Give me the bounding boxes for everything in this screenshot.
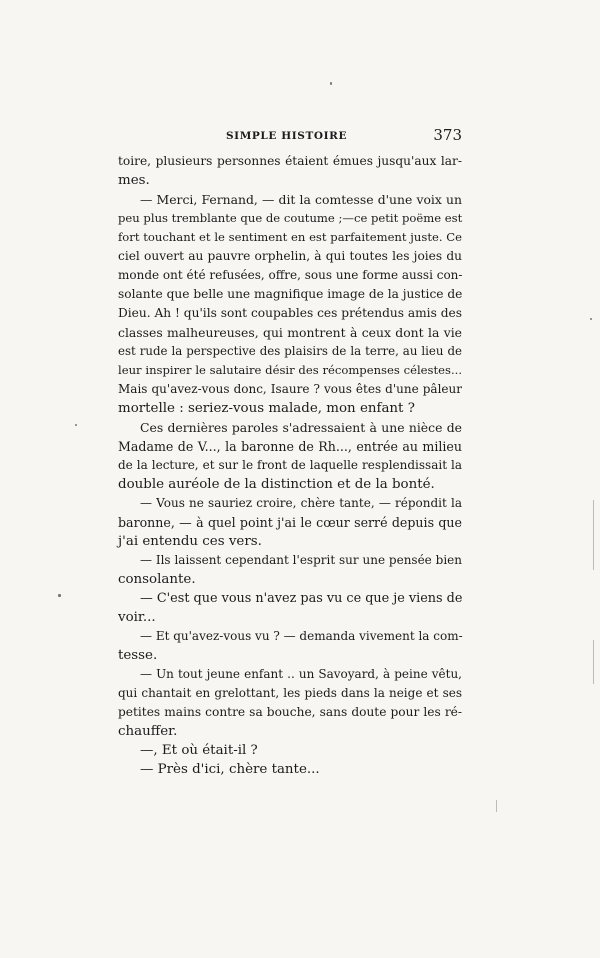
text-line: mes.: [118, 173, 150, 188]
text-line: qui chantait en grelottant, les pieds dans la neige et ses: [118, 686, 462, 700]
text-line: toire, plusieurs personnes étaient émues jusqu'aux lar-: [118, 154, 462, 168]
text-line: —, Et où était-il ?: [140, 743, 258, 758]
text-line: double auréole de la distinction et de la bonté.: [118, 477, 435, 492]
running-header: [118, 126, 462, 148]
text-line: voir...: [118, 610, 156, 625]
body-text: [118, 152, 462, 779]
text-line: mortelle : seriez-vous malade, mon enfant ?: [118, 401, 415, 416]
scan-edge-line: [593, 500, 594, 570]
scan-speck: [590, 318, 592, 320]
text-line: — Un tout jeune enfant .. un Savoyard, à peine vêtu,: [140, 667, 462, 681]
text-line: est rude la perspective des plaisirs de la terre, au lieu de: [118, 344, 462, 358]
scan-edge-line: [496, 800, 497, 812]
text-line: — Vous ne sauriez croire, chère tante, — répondit la: [140, 496, 462, 510]
text-line: de la lecture, et sur le front de laquelle resplendissait la: [118, 458, 462, 472]
scan-speck: [75, 424, 77, 426]
text-line: leur inspirer le salutaire désir des récompenses célestes...: [118, 363, 462, 377]
text-line: tesse.: [118, 648, 158, 663]
scan-speck: [58, 594, 61, 597]
text-line: baronne, — à quel point j'ai le cœur serré depuis que: [118, 515, 462, 530]
scan-edge-line: [593, 640, 594, 684]
text-line: classes malheureuses, qui montrent à ceux dont la vie: [118, 325, 462, 340]
running-title: SIMPLE HISTOIRE: [226, 130, 348, 142]
text-line: Dieu. Ah ! qu'ils sont coupables ces prétendus amis des: [118, 306, 462, 320]
text-line: — Merci, Fernand, — dit la comtesse d'une voix un: [140, 192, 462, 207]
text-line: — Et qu'avez-vous vu ? — demanda vivement la com-: [140, 629, 463, 643]
text-line: petites mains contre sa bouche, sans doute pour les ré-: [118, 705, 462, 719]
text-line: j'ai entendu ces vers.: [118, 534, 262, 549]
text-line: Madame de V..., la baronne de Rh..., entrée au milieu: [118, 439, 462, 454]
text-line: Ces dernières paroles s'adressaient à une nièce de: [140, 420, 462, 435]
text-line: chauffer.: [118, 724, 178, 739]
text-line: monde ont été refusées, offre, sous une forme aussi con-: [118, 268, 463, 282]
text-line: consolante.: [118, 572, 196, 587]
text-line: — Ils laissent cependant l'esprit sur une pensée bien: [140, 553, 462, 567]
text-line: — Près d'ici, chère tante...: [140, 762, 320, 777]
page-number: 373: [433, 126, 462, 144]
text-line: solante que belle une magnifique image de la justice de: [118, 287, 463, 301]
text-line: — C'est que vous n'avez pas vu ce que je viens de: [140, 591, 463, 606]
text-line: peu plus tremblante que de coutume ;—ce petit poëme est: [118, 211, 463, 225]
text-line: Mais qu'avez-vous donc, Isaure ? vous êtes d'une pâleur: [118, 382, 462, 396]
text-line: fort touchant et le sentiment en est parfaitement juste. Ce: [118, 230, 462, 244]
text-line: ciel ouvert au pauvre orphelin, à qui toutes les joies du: [118, 249, 462, 263]
scan-speck: [330, 82, 332, 85]
